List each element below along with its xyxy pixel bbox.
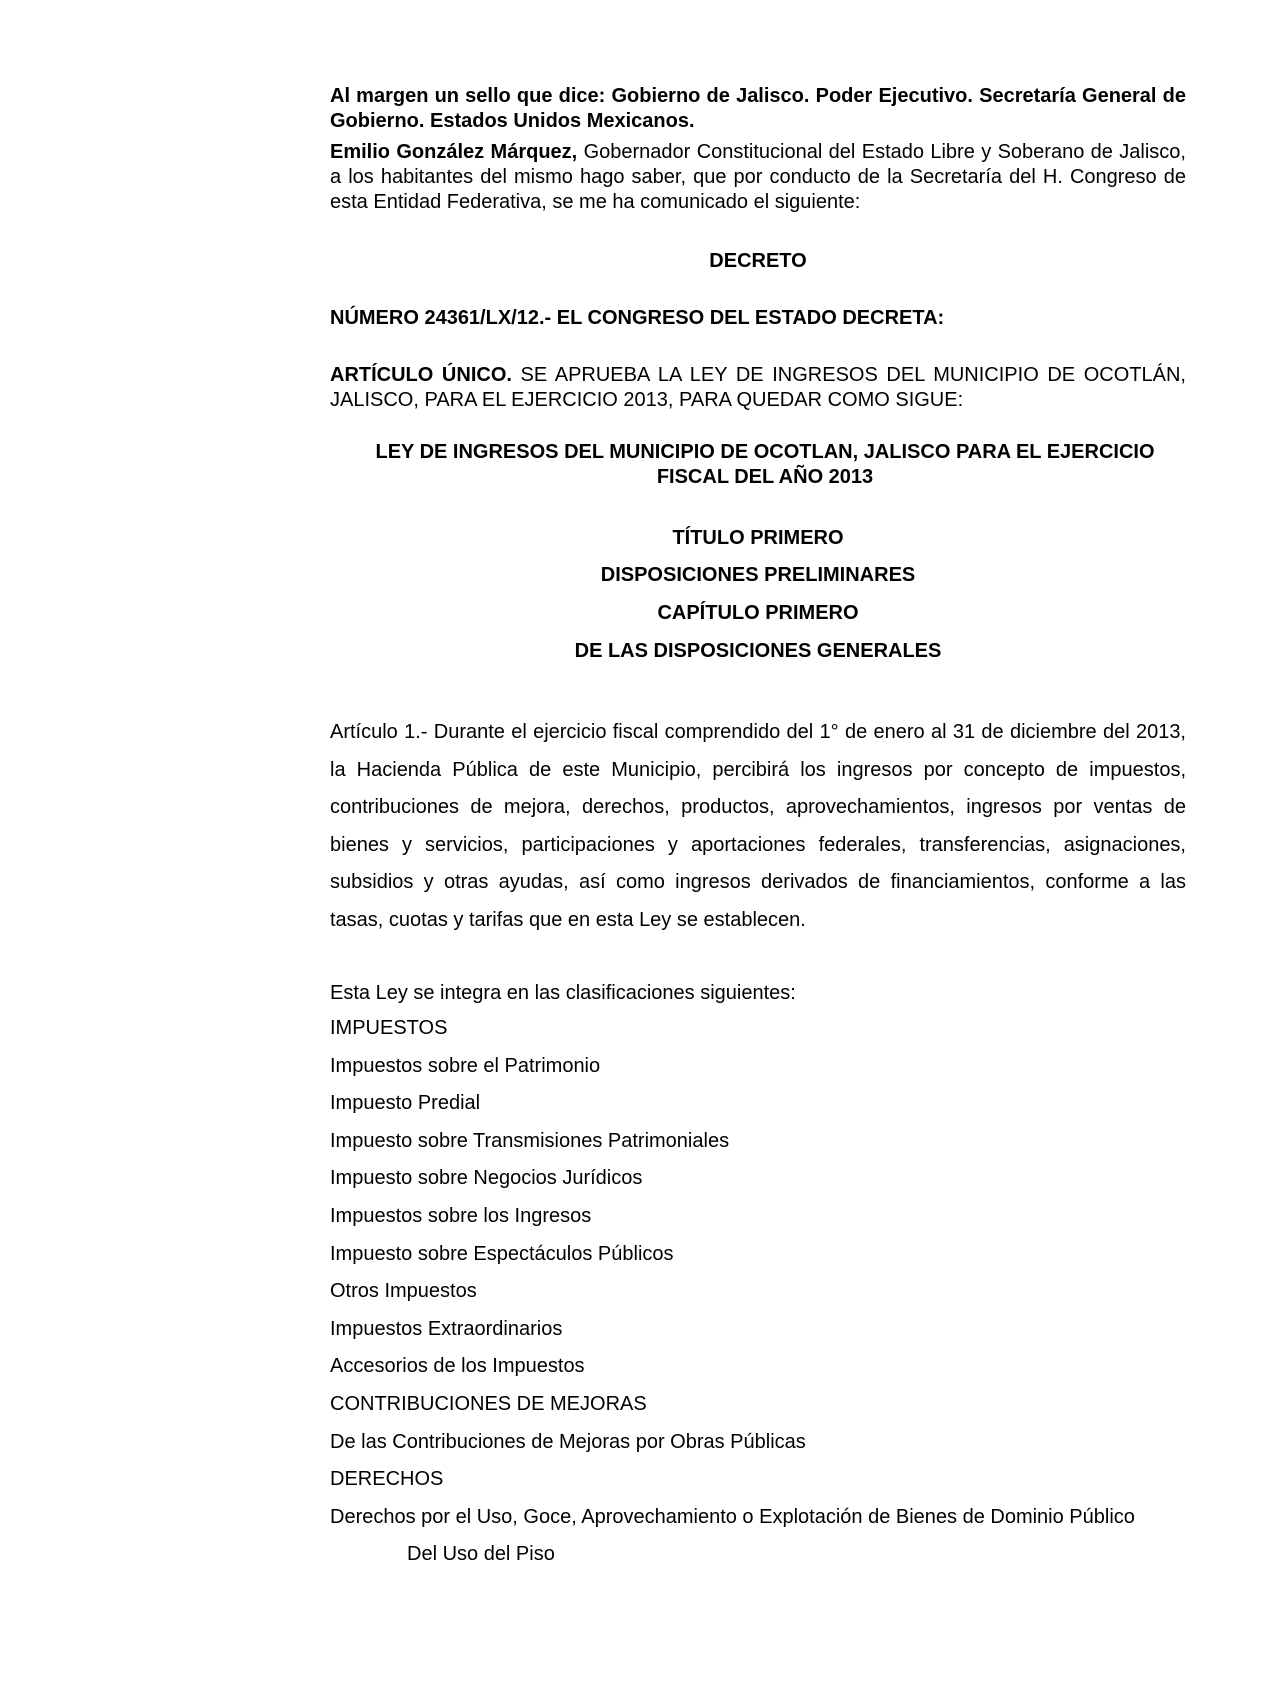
- list-item: Impuestos Extraordinarios: [330, 1317, 563, 1340]
- classifications-list: [330, 1010, 1135, 1574]
- header-note: Al margen un sello que dice: Gobierno de Jalisco. Poder Ejecutivo. Secretaría General de Gobierno. Estados Unidos Mexicanos.: [330, 85, 1186, 132]
- articulo-unico-text: SE APRUEBA LA LEY DE INGRESOS DEL MUNICIPIO DE OCOTLÁN, JALISCO, PARA EL EJERCICIO 2013, PARA QUEDAR COMO SIGUE:: [330, 364, 1186, 411]
- decreto-number: NÚMERO 24361/LX/12.- EL CONGRESO DEL ESTADO DECRETA:: [330, 307, 945, 329]
- decreto-heading: DECRETO: [709, 250, 807, 272]
- intro-text: Gobernador Constitucional del Estado Libre y Soberano de Jalisco, a los habitantes del mismo hago saber, que por conducto de la Secretaría del H. Congreso de esta Entidad Federativa, se me ha comunicado el siguiente:: [330, 141, 1186, 213]
- list-item: Impuesto sobre Negocios Jurídicos: [330, 1167, 643, 1190]
- list-item: Impuesto sobre Transmisiones Patrimoniales: [330, 1129, 730, 1152]
- articulo-unico: [330, 363, 1186, 413]
- list-item: Impuestos sobre el Patrimonio: [330, 1054, 601, 1077]
- titulo-heading: TÍTULO PRIMERO: [672, 527, 844, 549]
- list-item: Derechos por el Uso, Goce, Aprovechamiento o Explotación de Bienes de Dominio Público: [330, 1505, 1135, 1528]
- capitulo-heading: CAPÍTULO PRIMERO: [657, 602, 859, 624]
- list-item: Otros Impuestos: [330, 1280, 477, 1303]
- list-item: IMPUESTOS: [330, 1017, 448, 1039]
- articulo-1: Artículo 1.- Durante el ejercicio fiscal comprendido del 1° de enero al 31 de diciembre del 2013, la Hacienda Pública de este Municipio, percibirá los ingresos por concepto de impuestos, contribuciones de mejora, derechos, productos, aprovechamientos, ingresos por ventas de bienes y servicios, participaciones y aportaciones federales, transferencias, asignaciones, subsidios y otras ayudas, así como ingresos derivados de financiamientos, conforme a las tasas, cuotas y tarifas que en esta Ley se establecen.: [330, 721, 1186, 931]
- generales-heading: DE LAS DISPOSICIONES GENERALES: [574, 640, 942, 662]
- articulo-unico-label: ARTÍCULO ÚNICO.: [330, 364, 512, 386]
- law-title: LEY DE INGRESOS DEL MUNICIPIO DE OCOTLAN, JALISCO PARA EL EJERCICIO FISCAL DEL AÑO 2013: [375, 441, 1155, 488]
- list-item: CONTRIBUCIONES DE MEJORAS: [330, 1392, 647, 1415]
- list-item: Accesorios de los Impuestos: [330, 1355, 585, 1378]
- intro-paragraph: [330, 140, 1186, 215]
- list-item: Impuestos sobre los Ingresos: [330, 1204, 592, 1227]
- disposiciones-heading: DISPOSICIONES PRELIMINARES: [600, 564, 916, 586]
- classifications-intro: Esta Ley se integra en las clasificaciones siguientes:: [330, 982, 796, 1004]
- list-item: De las Contribuciones de Mejoras por Obras Públicas: [330, 1430, 806, 1453]
- governor-name: Emilio González Márquez,: [330, 141, 578, 163]
- list-item: Impuesto Predial: [330, 1092, 481, 1115]
- list-item: Del Uso del Piso: [407, 1543, 555, 1566]
- list-item: Impuesto sobre Espectáculos Públicos: [330, 1242, 674, 1265]
- list-item: DERECHOS: [330, 1468, 444, 1491]
